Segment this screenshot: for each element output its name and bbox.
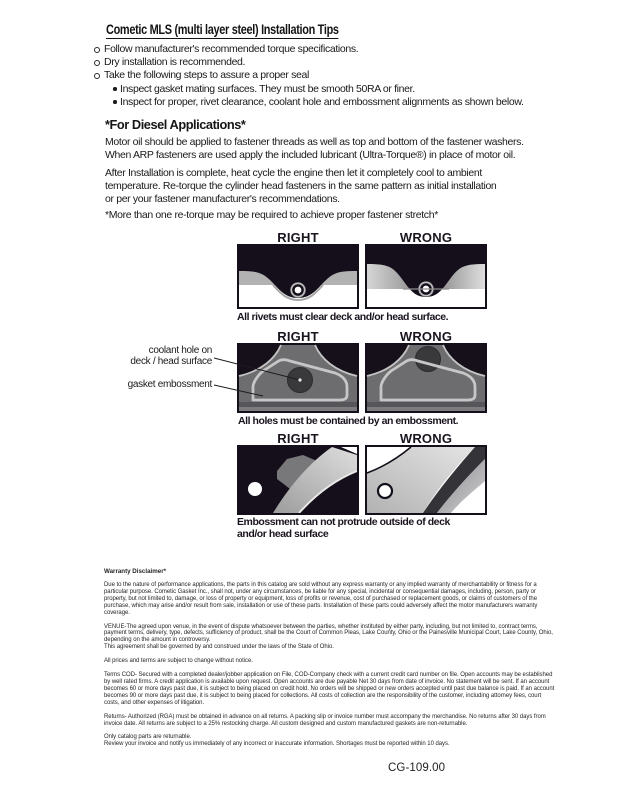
diagram-rivet-right	[237, 244, 359, 309]
embossment-callout: gasket embossment	[127, 379, 212, 390]
page-title: Cometic MLS (multi layer steel) Installation Tips	[106, 21, 339, 37]
tips-list	[94, 43, 524, 109]
dot-bullet-icon	[113, 100, 117, 104]
legal-paragraph: This agreement shall be governed by and construed under the laws of the State of Ohio.	[104, 644, 334, 651]
page-code: CG-109.00	[388, 762, 446, 774]
legal-paragraph: Due to the nature of performance applications, the parts in this catalog are sold without any express warranty or any implied warranty of merchantability or fitness for a particular purpose. Cometic Gasket Inc., shall not, under any circumstances, be liable for any special, incidental or consequential damages, including, person, party or property, but not limited to, damage, or loss of property or equipment, loss of profits or revenue, cost of purchased or replacement goods, or claims of customers of the purchase, which may arise and/or result from sale, installation or use of these parts. Installation of these parts could adversely affect the motor manufacturers warranty coverage.	[104, 582, 538, 616]
diagram-caption: Embossment can not protrude outside of deck and/or head surface	[237, 516, 450, 540]
list-item: Dry installation is recommended.	[94, 56, 524, 69]
dot-bullet-icon	[113, 87, 117, 91]
diagram-rivet-wrong	[365, 244, 487, 309]
legal-heading: Warranty Disclaimer*	[104, 568, 167, 575]
diagram-hole-right	[237, 343, 359, 413]
list-item: Inspect for proper, rivet clearance, coolant hole and embossment alignments as shown below.	[113, 96, 524, 109]
legal-paragraph: VENUE-The agreed upon venue, in the event of dispute whatsoever between the parties, whether instituted by either party, including, but not limited to, contract terms, payment terms, delivery, type, defects, sufficiency of product, shall be the Court of Common Pleas, Lake County, Ohio or the Painesville Municipal Court, Lake County, Ohio, depending on the amount in controversy.	[104, 623, 553, 644]
legal-paragraph: Terms COD- Secured with a completed dealer/jobber application on File, COD-Company check with a current credit card number on file. Open accounts may be established by well rated firms. A credit application is available upon request. Open accounts are due payable Net 30 days from date of invoice. No statement will be sent. If an account becomes 60 or more days past due, it is subject to being placed on credit hold. No orders will be shipped or new orders accepted until past due balance is paid. If an account becomes 90 or more days past due, it is subject to being placed for collections. All costs of collection are the responsibility of the customer, including attorney fees, court costs, and other expenses of litigation.	[104, 672, 555, 706]
right-label: RIGHT	[277, 431, 319, 446]
diagram-hole-wrong	[365, 343, 487, 413]
coolant-hole-callout: coolant hole on deck / head surface	[130, 345, 212, 367]
diagram-caption: All rivets must clear deck and/or head surface.	[237, 311, 449, 323]
right-label: RIGHT	[277, 230, 319, 245]
diagram-caption: All holes must be contained by an embossment.	[238, 415, 459, 427]
diagram-embossment-right	[237, 445, 359, 515]
legal-paragraph: Returns- Authorized (RGA) must be obtained in advance on all returns. A packing slip or invoice number must accompany the merchandise. No returns after 30 days from invoice date. All returns are subject to a 25% restocking charge. All custom designed and custom manufactured gaskets are non-returnable.	[104, 713, 546, 727]
wrong-label: WRONG	[399, 329, 453, 344]
right-label: RIGHT	[277, 329, 319, 344]
warranty-disclaimer	[104, 568, 558, 755]
diagram-embossment-wrong	[365, 445, 487, 515]
section-heading: *For Diesel Applications*	[105, 117, 246, 132]
legal-paragraph: Only catalog parts are returnable.	[104, 734, 192, 741]
paragraph: After Installation is complete, heat cycle the engine then let it completely cool to ambient temperature. Re-torque the cylinder head fasteners in the same pattern as initial installation or per your fastener manufacturer's recommendations.	[105, 167, 497, 206]
paragraph: Motor oil should be applied to fastener threads as well as top and bottom of the fastener washers. When ARP fasteners are used apply the included lubricant (Ultra-Torque®) in place of motor oil.	[105, 136, 524, 162]
retorque-note: *More than one re-torque may be required to achieve proper fastener stretch*	[105, 209, 438, 221]
circle-bullet-icon	[94, 73, 100, 79]
wrong-label: WRONG	[399, 431, 453, 446]
circle-bullet-icon	[94, 60, 100, 66]
list-item: Inspect gasket mating surfaces. They must be smooth 50RA or finer.	[113, 83, 524, 96]
legal-paragraph: All prices and terms are subject to change without notice.	[104, 658, 253, 665]
legal-paragraph: Review your invoice and notify us immediately of any incorrect or inaccurate information. Shortages must be reported within 10 days.	[104, 741, 450, 748]
wrong-label: WRONG	[399, 230, 453, 245]
circle-bullet-icon	[94, 47, 100, 53]
list-item: Follow manufacturer's recommended torque specifications.	[94, 43, 524, 56]
list-item: Take the following steps to assure a proper seal	[94, 69, 524, 82]
